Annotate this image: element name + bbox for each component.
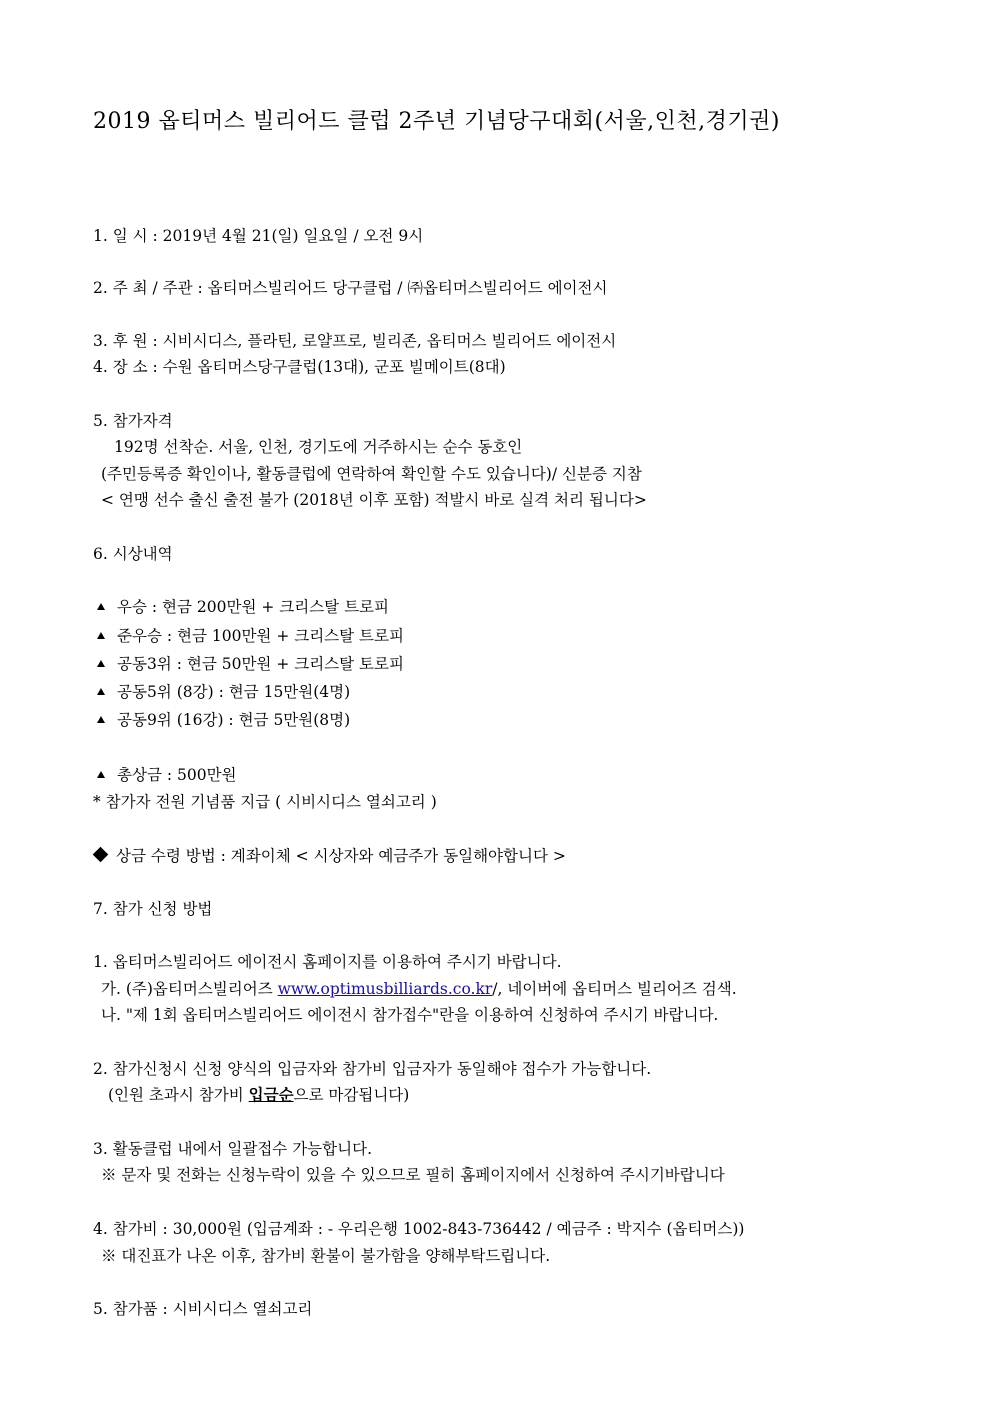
- prize-item: [97, 625, 404, 647]
- prize-total-text: 총상금 : 500만원: [117, 766, 237, 784]
- triangle-bullet-icon: [97, 632, 105, 639]
- apply-step-1: 1. 옵티머스빌리어드 에이전시 홈페이지를 이용하여 주시기 바랍니다.: [93, 953, 562, 971]
- triangle-bullet-icon: [97, 716, 105, 723]
- apply-step-1a-pre: 가. (주)옵티머스빌리어즈: [101, 980, 278, 998]
- apply-step-3a: ※ 문자 및 전화는 신청누락이 있을 수 있으므로 필히 홈페이지에서 신청하여 주시기바랍니다: [101, 1166, 725, 1184]
- prize-method-text: 상금 수령 방법 : 계좌이체 < 시상자와 예금주가 동일해야합니다 >: [116, 847, 566, 865]
- eligibility-heading: 5. 참가자격: [93, 412, 173, 430]
- apply-step-2: 2. 참가신청시 신청 양식의 입금자와 참가비 입금자가 동일해야 접수가 가능합니다.: [93, 1060, 652, 1078]
- prize-text: 공동9위 (16강) : 현금 5만원(8명): [117, 711, 351, 729]
- triangle-bullet-icon: [97, 603, 105, 610]
- prize-item: [97, 653, 404, 675]
- apply-step-1a: [101, 978, 737, 1000]
- eligibility-line-2: (주민등록증 확인이나, 활동클럽에 연락하여 확인할 수도 있습니다)/ 신분증 지참: [101, 465, 642, 483]
- prize-text: 공동3위 : 현금 50만원 + 크리스탈 토로피: [117, 655, 404, 673]
- eligibility-line-1: 192명 선착순. 서울, 인천, 경기도에 거주하시는 순수 동호인: [114, 438, 523, 456]
- eligibility-line-3: < 연맹 선수 출신 출전 불가 (2018년 이후 포함) 적발시 바로 실격 처리 됩니다>: [101, 491, 647, 509]
- event-venue: 4. 장 소 : 수원 옵티머스당구클럽(13대), 군포 빌메이트(8대): [93, 358, 506, 376]
- gift-note: * 참가자 전원 기념품 지급 ( 시비시디스 열쇠고리 ): [93, 793, 437, 811]
- deposit-order-emphasis: 입금순: [248, 1085, 294, 1104]
- prize-item: [97, 681, 350, 703]
- event-host: 2. 주 최 / 주관 : 옵티머스빌리어드 당구클럽 / ㈜옵티머스빌리어드 에이전시: [93, 279, 608, 297]
- prize-item: [97, 596, 389, 618]
- triangle-bullet-icon: [97, 771, 105, 778]
- prize-text: 준우승 : 현금 100만원 + 크리스탈 트로피: [117, 627, 404, 645]
- apply-step-1a-post: /, 네이버에 옵티머스 빌리어즈 검색.: [492, 980, 737, 998]
- document-title: 2019 옵티머스 빌리어드 클럽 2주년 기념당구대회(서울,인천,경기권): [93, 109, 780, 134]
- apply-step-2a: [108, 1084, 409, 1106]
- prize-text: 공동5위 (8강) : 현금 15만원(4명): [117, 683, 351, 701]
- event-sponsor: 3. 후 원 : 시비시디스, 플라틴, 로얄프로, 빌리존, 옵티머스 빌리어드 에이전시: [93, 332, 617, 350]
- apply-heading: 7. 참가 신청 방법: [93, 900, 213, 918]
- triangle-bullet-icon: [97, 660, 105, 667]
- prizes-heading: 6. 시상내역: [93, 545, 173, 563]
- prize-text: 우승 : 현금 200만원 + 크리스탈 트로피: [117, 598, 390, 616]
- prize-total: [97, 764, 237, 786]
- prize-item: [97, 709, 350, 731]
- prize-method: [93, 845, 566, 867]
- event-date: 1. 일 시 : 2019년 4월 21(일) 일요일 / 오전 9시: [93, 227, 424, 245]
- apply-step-3: 3. 활동클럽 내에서 일괄접수 가능합니다.: [93, 1140, 372, 1158]
- apply-step-1b: 나. "제 1회 옵티머스빌리어드 에이전시 참가접수"란을 이용하여 신청하여 주시기 바랍니다.: [101, 1006, 719, 1024]
- diamond-bullet-icon: [93, 847, 109, 863]
- apply-step-4: 4. 참가비 : 30,000원 (입금계좌 : - 우리은행 1002-843-736442 / 예금주 : 박지수 (옵티머스)): [93, 1220, 745, 1238]
- apply-step-2a-pre: (인원 초과시 참가비: [108, 1086, 249, 1104]
- apply-step-4a: ※ 대진표가 나온 이후, 참가비 환불이 불가함을 양해부탁드립니다.: [101, 1247, 551, 1265]
- triangle-bullet-icon: [97, 688, 105, 695]
- apply-step-5: 5. 참가품 : 시비시디스 열쇠고리: [93, 1300, 313, 1318]
- homepage-link[interactable]: www.optimusbilliards.co.kr: [277, 980, 493, 998]
- apply-step-2a-post: 으로 마감됩니다): [293, 1086, 410, 1104]
